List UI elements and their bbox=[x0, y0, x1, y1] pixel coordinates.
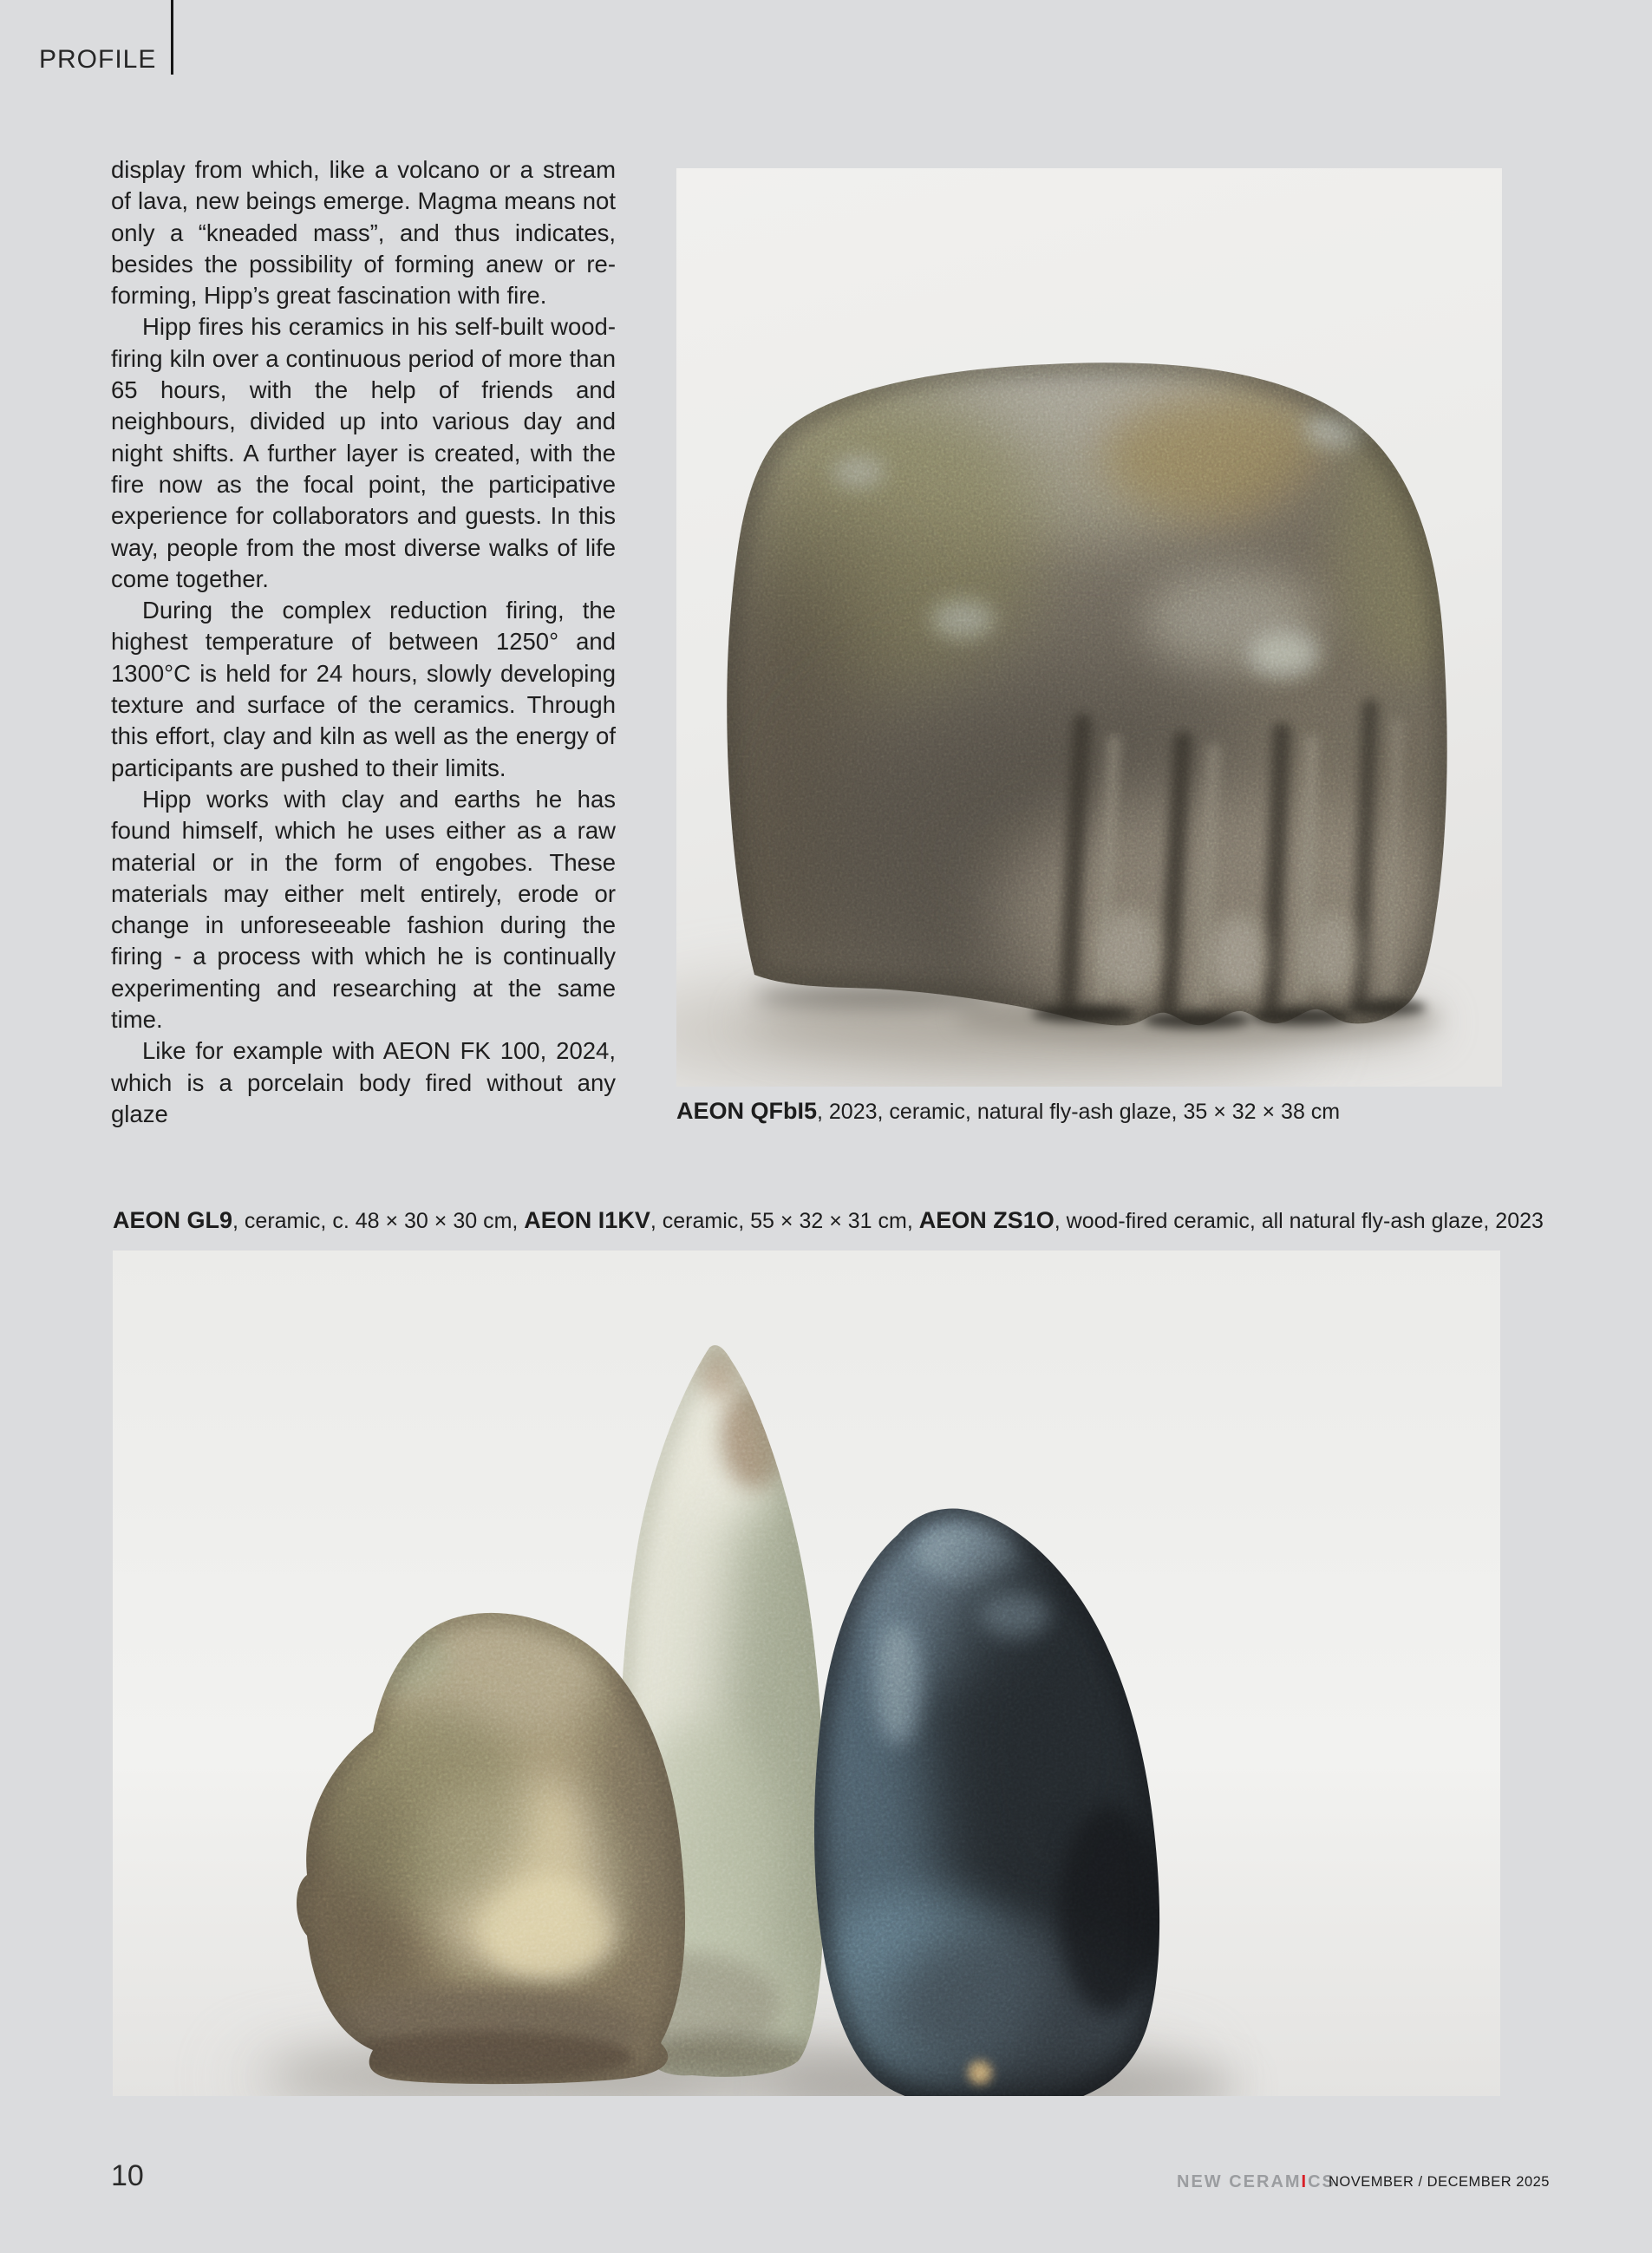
magazine-logo bbox=[1177, 2172, 1335, 2192]
logo-text: CS bbox=[1308, 2172, 1335, 2191]
logo-text: NEW CERAM bbox=[1177, 2172, 1302, 2191]
header-divider bbox=[171, 0, 173, 75]
logo-accent-letter: I bbox=[1301, 2172, 1309, 2191]
issue-date: NOVEMBER / DECEMBER 2025 bbox=[1329, 2174, 1550, 2190]
paragraph: Hipp fires his ceramics in his self-built wood-firing kiln over a continuous period of more than 65 hours, with the help of friends and neighbours, divided up into various day and night shifts. A further layer is created, with the fire now as the focal point, the participative experience for collaborators and guests. In this way, people from the most diverse walks of life come together. bbox=[111, 313, 616, 592]
paragraph: display from which, like a volcano or a stream of lava, new beings emerge. Magma means not only a “kneaded mass”, and thus indicates, besides the possibility of forming anew or re-forming, Hipp’s great fascination with fire. bbox=[111, 156, 616, 310]
paragraph: During the complex reduction firing, the highest temperature of between 1250° and 1300°C is held for 24 hours, slowly developing texture and surface of the ceramics. Through this effort, clay and kiln as well as the energy of participants are pushed to their limits. bbox=[111, 597, 616, 781]
section-label: PROFILE bbox=[39, 45, 157, 74]
photo-three-sculptures bbox=[113, 1251, 1500, 2096]
caption-aeon-qfbi5: AEON QFbI5, 2023, ceramic, natural fly-ash glaze, 35 × 32 × 38 cm bbox=[676, 1098, 1341, 1124]
paragraph: Hipp works with clay and earths he has found himself, which he uses either as a raw material or in the form of engobes. These materials may either melt entirely, erode or change in unforeseeable fashion during the firing - a process with which he is continually experimenting and researching at the same time. bbox=[111, 785, 616, 1034]
caption-group-works: AEON GL9, ceramic, c. 48 × 30 × 30 cm, AEON I1KV, ceramic, 55 × 32 × 31 cm, AEON ZS1O, wood-fired ceramic, all natural fly-ash glaze, 2023 bbox=[113, 1207, 1544, 1233]
three-sculptures-illustration bbox=[113, 1251, 1500, 2096]
sculpture-foot-cube-illustration bbox=[676, 168, 1502, 1087]
article-text bbox=[111, 154, 616, 1130]
paragraph: Like for example with AEON FK 100, 2024, which is a porcelain body fired without any glaze bbox=[111, 1037, 616, 1127]
page-number: 10 bbox=[111, 2159, 144, 2192]
caption-title: AEON QFbI5 bbox=[676, 1098, 818, 1124]
photo-aeon-qfbi5 bbox=[676, 168, 1502, 1087]
